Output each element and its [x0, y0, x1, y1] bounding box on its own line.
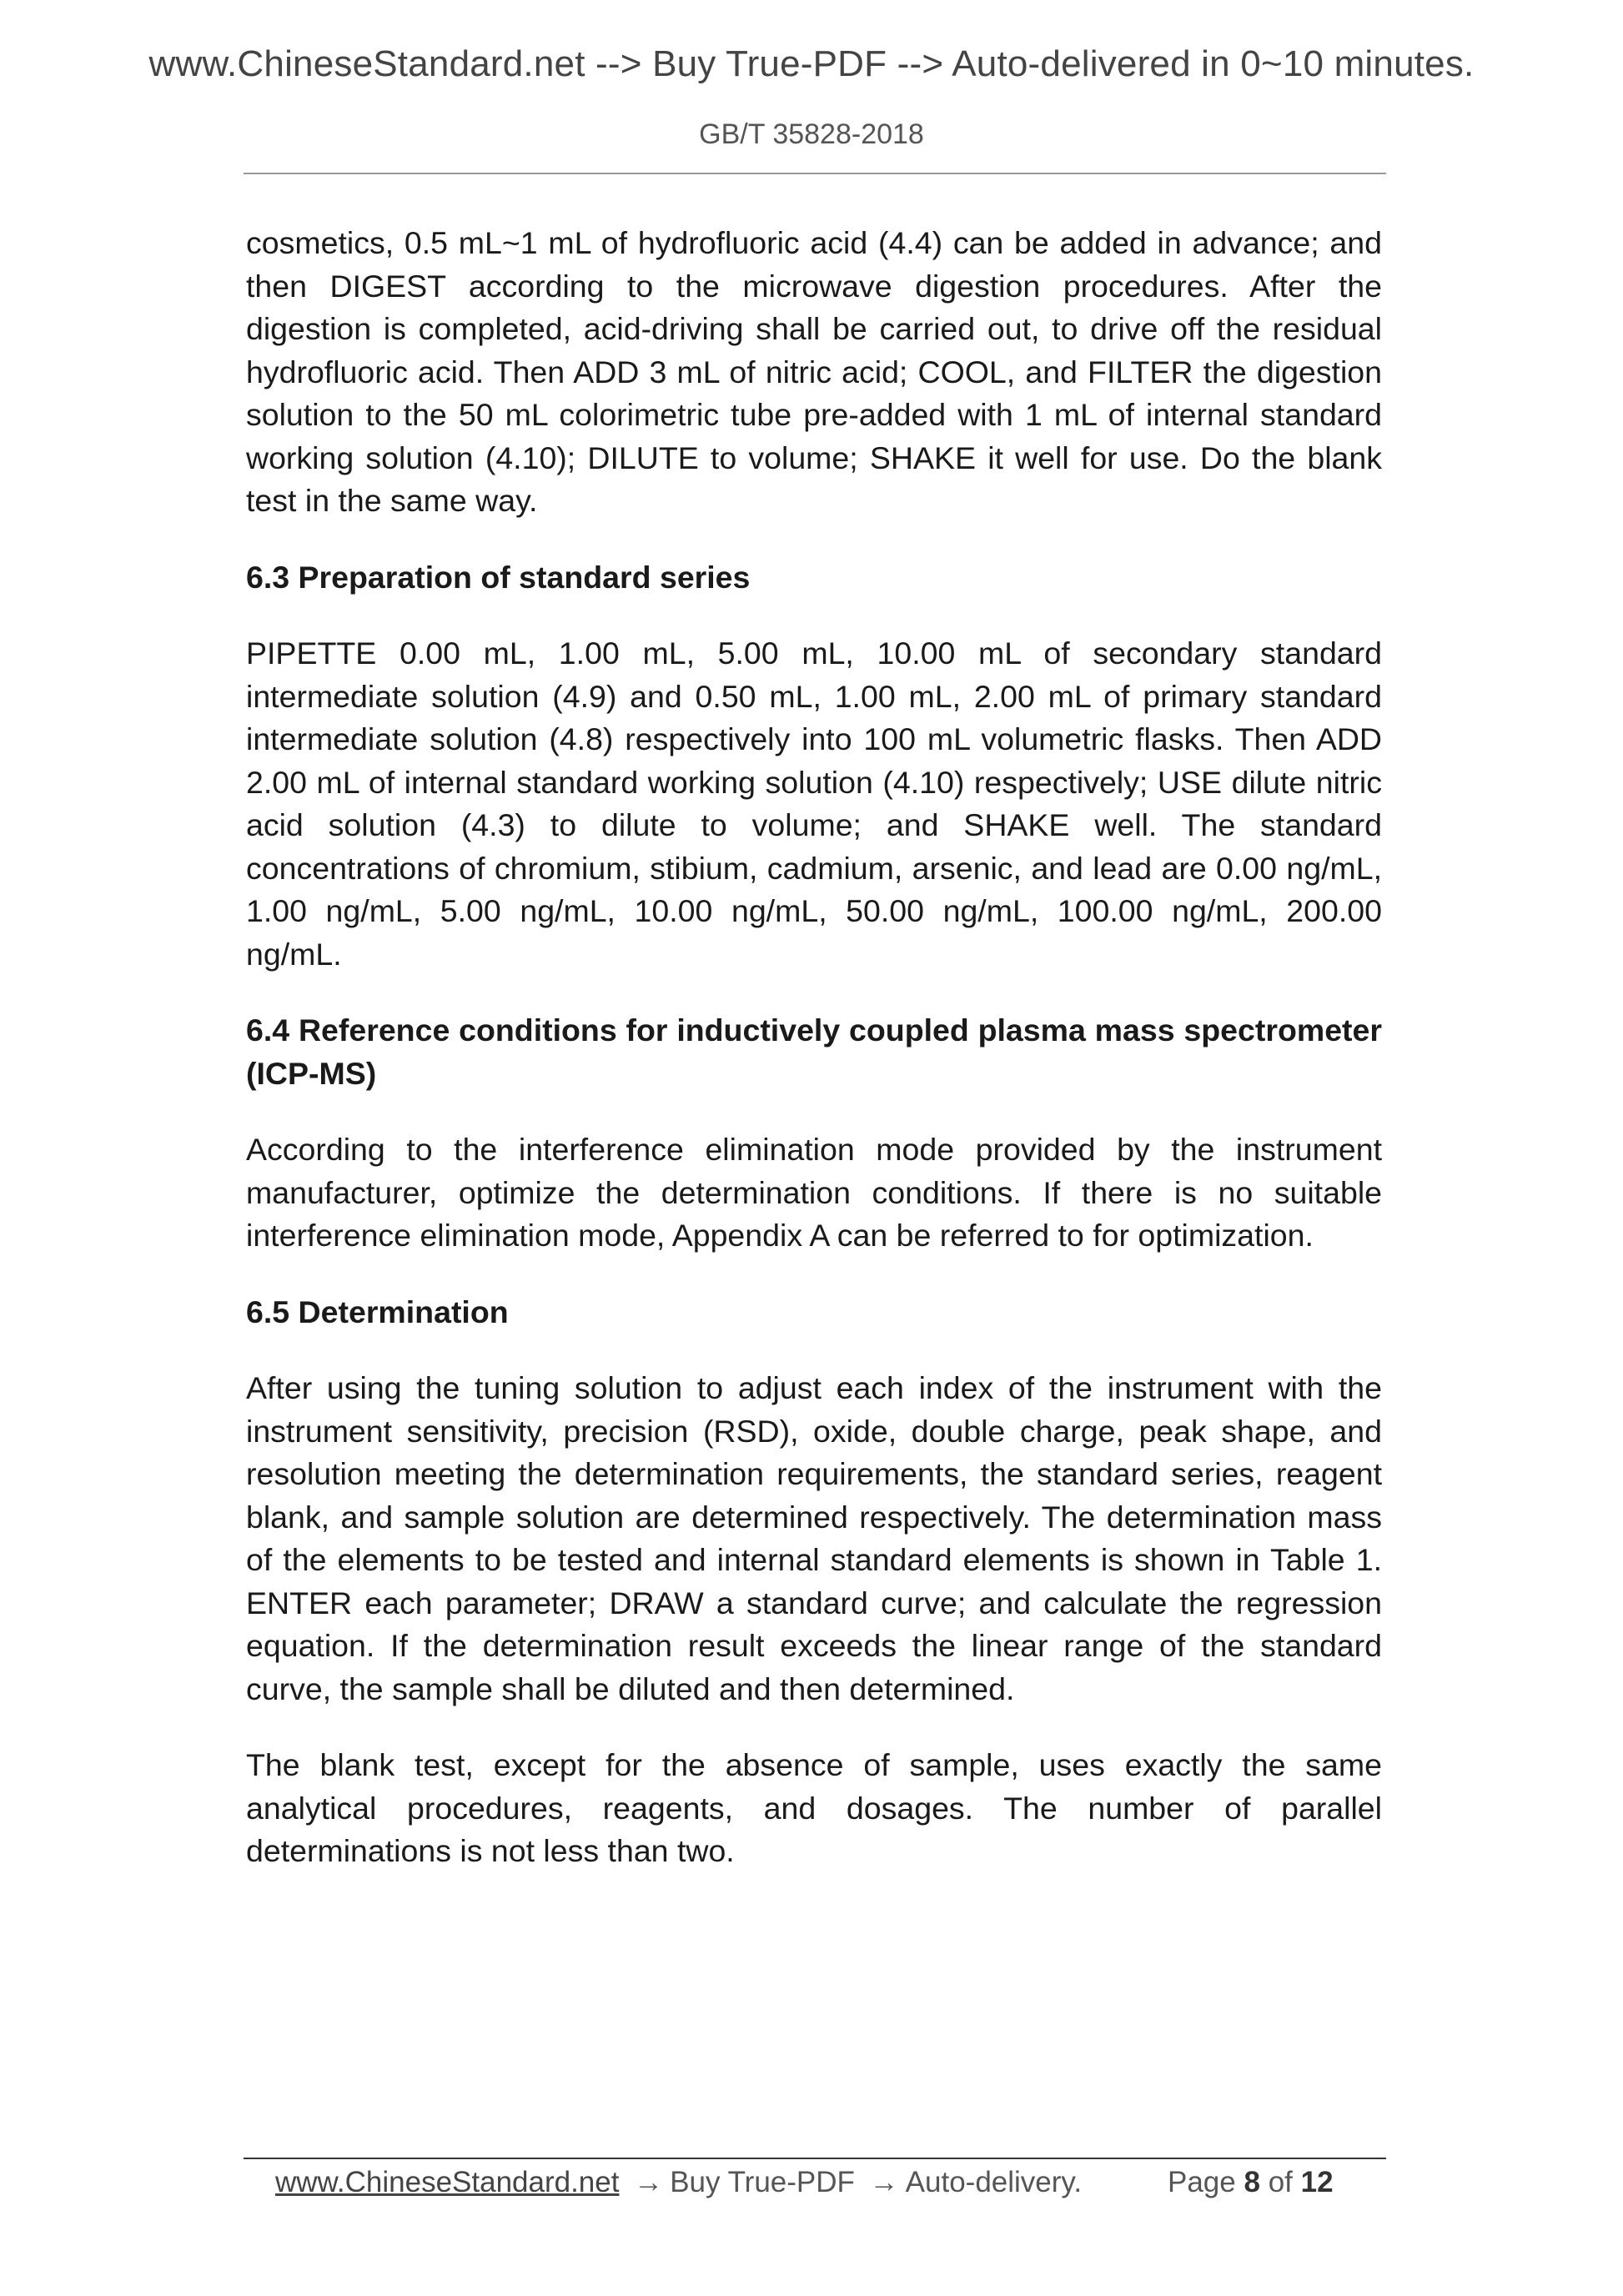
site-banner: www.ChineseStandard.net --> Buy True-PDF --> Auto-delivered in 0~10 minutes.	[148, 43, 1475, 84]
paragraph-standard-series: PIPETTE 0.00 mL, 1.00 mL, 5.00 mL, 10.00 mL of secondary standard intermediate solution (4.9) and 0.50 mL, 1.00 mL, 2.00 mL of primary standard intermediate solution (4.8) respectively into 100 mL volumetric flasks. Then ADD 2.00 mL of internal standard working solution (4.10) respectively; USE dilute nitric acid solution (4.3) to dilute to volume; and SHAKE well. The standard concentrations of chromium, stibium, cadmium, arsenic, and lead are 0.00 ng/mL, 1.00 ng/mL, 5.00 ng/mL, 10.00 ng/mL, 50.00 ng/mL, 100.00 ng/mL, 200.00 ng/mL.	[246, 636, 1382, 972]
of-word: of	[1268, 2166, 1293, 2198]
heading-6-3: 6.3 Preparation of standard series	[246, 559, 751, 595]
footer-site-link[interactable]: www.ChineseStandard.net	[275, 2166, 620, 2198]
footer-divider	[244, 2158, 1386, 2159]
page-word: Page	[1168, 2166, 1236, 2198]
standard-id: GB/T 35828-2018	[699, 118, 924, 150]
page-total: 12	[1300, 2166, 1334, 2198]
paragraph-blank-test: The blank test, except for the absence of sample, uses exactly the same analytical procedures, reagents, and dosages. The number of parallel determinations is not less than two.	[246, 1747, 1382, 1868]
arrow-right-icon: →	[869, 2166, 899, 2198]
arrow-right-icon: →	[634, 2166, 664, 2198]
heading-6-4: 6.4 Reference conditions for inductively coupled plasma mass spectrometer (ICP-MS)	[246, 1012, 1382, 1091]
page-indicator	[1168, 2161, 1334, 2204]
page-number: 8	[1244, 2166, 1260, 2198]
document-body	[246, 222, 1382, 1907]
footer-delivery-text: Auto-delivery.	[905, 2166, 1083, 2198]
header-divider	[244, 173, 1386, 174]
heading-6-5: 6.5 Determination	[246, 1294, 509, 1329]
footer-buy-text: Buy True-PDF	[670, 2166, 855, 2198]
paragraph-determination: After using the tuning solution to adjust each index of the instrument with the instrument sensitivity, precision (RSD), oxide, double charge, peak shape, and resolution meeting the determination requirements, the standard series, reagent blank, and sample solution are determined respectively. The determination mass of the elements to be tested and internal standard elements is shown in Table 1. ENTER each parameter; DRAW a standard curve; and calculate the regression equation. If the determination result exceeds the linear range of the standard curve, the sample shall be diluted and then determined.	[246, 1370, 1382, 1706]
page-footer	[275, 2161, 1359, 2204]
paragraph-icp-ms-conditions: According to the interference elimination mode provided by the instrument manufacturer, optimize the determination conditions. If there is no suitable interference elimination mode, Appendix A can be referred to for optimization.	[246, 1132, 1382, 1253]
paragraph-digestion: cosmetics, 0.5 mL~1 mL of hydrofluoric acid (4.4) can be added in advance; and then DIGEST according to the microwave digestion procedures. After the digestion is completed, acid-driving shall be carried out, to drive off the residual hydrofluoric acid. Then ADD 3 mL of nitric acid; COOL, and FILTER the digestion solution to the 50 mL colorimetric tube pre-added with 1 mL of internal standard working solution (4.10); DILUTE to volume; SHAKE it well for use. Do the blank test in the same way.	[246, 225, 1382, 518]
